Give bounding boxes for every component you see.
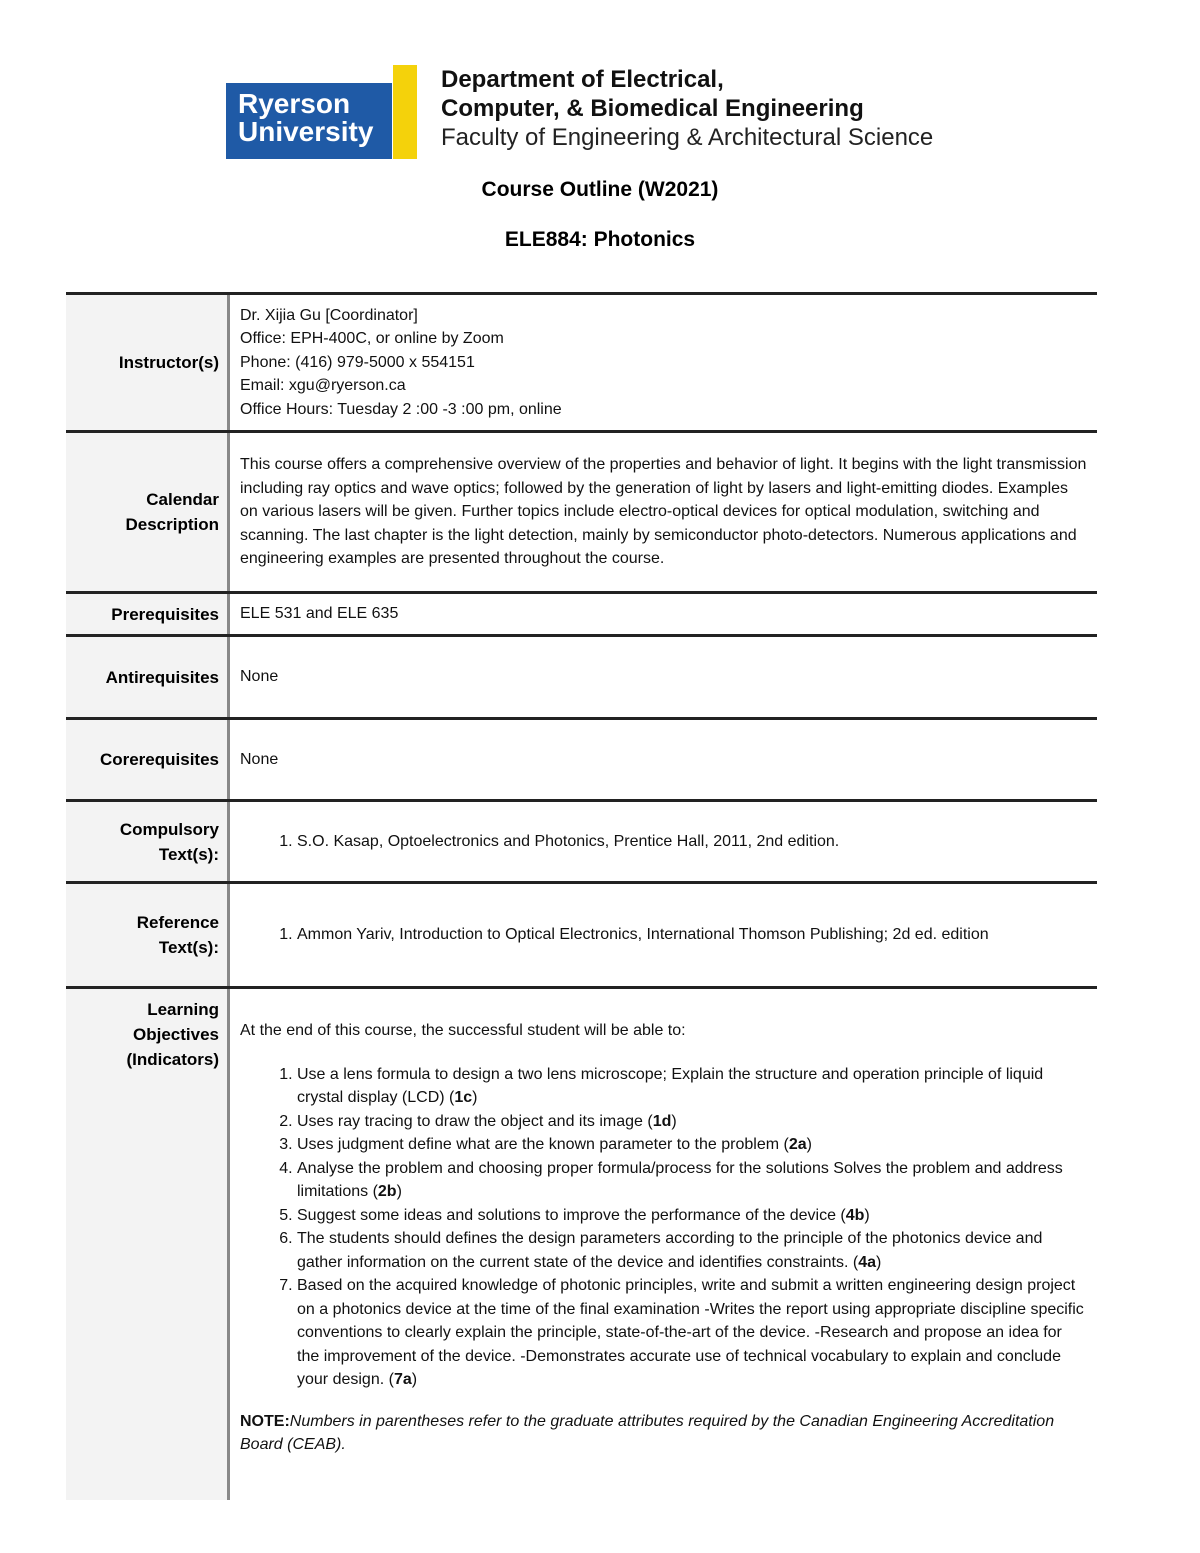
- objective-close: ): [472, 1089, 478, 1106]
- department-line-1: Department of Electrical,: [441, 66, 724, 93]
- faculty-line: Faculty of Engineering & Architectural Science: [441, 124, 934, 151]
- list-item: 1. S.O. Kasap, Optoelectronics and Photonics, Prentice Hall, 2011, 2nd edition.: [297, 830, 1087, 854]
- indicator-code: 2a: [788, 1136, 807, 1153]
- compulsory-texts-list: [240, 830, 1087, 854]
- label-calendar-l1: Calendar: [146, 490, 219, 509]
- indicator-code: 1d: [652, 1112, 672, 1130]
- objective-close: ): [671, 1112, 677, 1130]
- department-name: [441, 65, 1001, 152]
- label-compulsory-l2: Text(s):: [158, 844, 219, 864]
- indicator-code: 4a: [858, 1253, 876, 1271]
- list-item: [297, 1274, 1087, 1392]
- list-item: [297, 1110, 1087, 1134]
- indicator-code: 7a: [393, 1371, 412, 1388]
- label-instructor-text: Instructor(s): [118, 353, 219, 372]
- instructor-name: Dr. Xijia Gu [Coordinator]: [240, 306, 418, 324]
- value-corequisites: None: [240, 750, 279, 768]
- objective-close: ): [411, 1371, 418, 1388]
- label-reference-l2: Text(s):: [158, 938, 219, 957]
- value-learning-objectives: [230, 989, 1097, 1500]
- label-compulsory-texts: [66, 802, 230, 881]
- page-title: Course Outline (W2021): [481, 178, 719, 201]
- label-calendar-description: [66, 433, 230, 591]
- list-item: [297, 1157, 1087, 1204]
- objective-text: Analyse the problem and choosing proper formula/process for the solutions Solves the problem and address limitations (: [297, 1159, 1063, 1200]
- value-antirequisites: None: [240, 668, 279, 686]
- instructor-office: Office: EPH-400C, or online by Zoom: [240, 330, 504, 348]
- list-item: [297, 1227, 1087, 1274]
- row-learning-objectives: [66, 986, 1097, 1500]
- list-item: [297, 1063, 1087, 1110]
- instructor-phone: Phone: (416) 979-5000 x 554151: [240, 353, 475, 371]
- objectives-intro: At the end of this course, the successful student will be able to:: [240, 1022, 686, 1039]
- label-corequisites-text: Corerequisites: [99, 750, 219, 769]
- label-learning-l1: Learning: [147, 1000, 219, 1019]
- note: [240, 1410, 1087, 1457]
- objective-text: The students should defines the design parameters according to the principle of the photonics device and gather information on the current state of the device and identifies constraints. (: [297, 1230, 1043, 1271]
- row-corequisites: [66, 717, 1097, 799]
- value-prerequisites: ELE 531 and ELE 635: [240, 605, 399, 623]
- objective-close: ): [806, 1136, 812, 1153]
- objective-close: ): [864, 1206, 870, 1224]
- row-prerequisites: [66, 591, 1097, 634]
- label-learning-objectives: [66, 989, 230, 1500]
- logo-line-2: University: [238, 116, 374, 147]
- logo-accent-bar: [393, 65, 417, 159]
- course-title: ELE884: Photonics: [504, 228, 696, 251]
- row-reference-texts: [66, 881, 1097, 986]
- list-item: [297, 1133, 1087, 1157]
- objective-text: Uses judgment define what are the known parameter to the problem (: [297, 1136, 789, 1153]
- label-corequisites: [66, 720, 230, 799]
- label-prerequisites-text: Prerequisites: [111, 604, 219, 624]
- department-line-2: Computer, & Biomedical Engineering: [441, 95, 864, 122]
- row-compulsory-texts: [66, 799, 1097, 881]
- objective-text: Uses ray tracing to draw the object and its image (: [297, 1112, 653, 1130]
- logo-line-1: Ryerson: [238, 88, 351, 119]
- row-instructor: [66, 292, 1097, 430]
- objective-close: ): [876, 1253, 882, 1271]
- note-label: NOTE:: [240, 1412, 290, 1430]
- reference-texts-list: [240, 923, 1087, 947]
- value-instructor: [230, 295, 1097, 430]
- value-reference-texts: [230, 884, 1097, 986]
- note-text: Numbers in parentheses refer to the graduate attributes required by the Canadian Engineering Accreditation Board (CEAB).: [240, 1412, 1055, 1453]
- label-compulsory-l1: Compulsory: [119, 819, 219, 839]
- indicator-code: 4b: [845, 1206, 865, 1224]
- row-antirequisites: [66, 634, 1097, 717]
- objectives-list: [240, 1063, 1087, 1392]
- document-header: [226, 65, 986, 161]
- course-outline-table: [66, 292, 1097, 1500]
- objective-text: Use a lens formula to design a two lens microscope; Explain the structure and operation principle of liquid crystal display (LCD) (: [297, 1065, 1044, 1106]
- indicator-code: 1c: [454, 1089, 473, 1106]
- label-prerequisites: [66, 594, 230, 634]
- indicator-code: 2b: [377, 1183, 397, 1200]
- label-reference-l1: Reference: [136, 913, 219, 932]
- label-antirequisites-text: Antirequisites: [105, 667, 219, 687]
- label-reference-texts: [66, 884, 230, 986]
- objective-close: ): [396, 1183, 402, 1200]
- list-item: 1. Ammon Yariv, Introduction to Optical Electronics, International Thomson Publishing; 2d ed. edition: [297, 923, 1087, 947]
- row-calendar-description: [66, 430, 1097, 591]
- label-antirequisites: [66, 637, 230, 717]
- objective-text: Based on the acquired knowledge of photonic principles, write and submit a written engineering design project on a photonics device at the time of the final examination -Writes the report using appropriate discipline specific conventions to clearly explain the principle, state-of-the-art of the device. -Research and propose an idea for the improvement of the device. -Demonstrates accurate use of technical vocabulary to explain and conclude your design. (: [297, 1277, 1084, 1388]
- label-learning-l3: (Indicators): [126, 1050, 219, 1069]
- instructor-email: Email: xgu@ryerson.ca: [240, 377, 406, 395]
- value-compulsory-texts: [230, 802, 1097, 881]
- list-item: [297, 1204, 1087, 1228]
- label-calendar-l2: Description: [125, 515, 219, 534]
- label-instructor: [66, 295, 230, 430]
- label-learning-l2: Objectives: [133, 1025, 219, 1044]
- instructor-office-hours: Office Hours: Tuesday 2 :00 -3 :00 pm, online: [240, 400, 562, 418]
- objective-text: Suggest some ideas and solutions to improve the performance of the device (: [297, 1206, 846, 1224]
- value-calendar-description: This course offers a comprehensive overview of the properties and behavior of light. It begins with the light transmission including ray optics and wave optics; followed by the generation of light by lasers and light-emitting diodes. Examples on various lasers will be given. Further topics include electro-optical devices for optical modulation, switching and scanning. The last chapter is the light detection, mainly by semiconductor photo-detectors. Numerous applications and engineering examples are presented throughout the course.: [240, 456, 1087, 568]
- university-logo: [226, 83, 392, 159]
